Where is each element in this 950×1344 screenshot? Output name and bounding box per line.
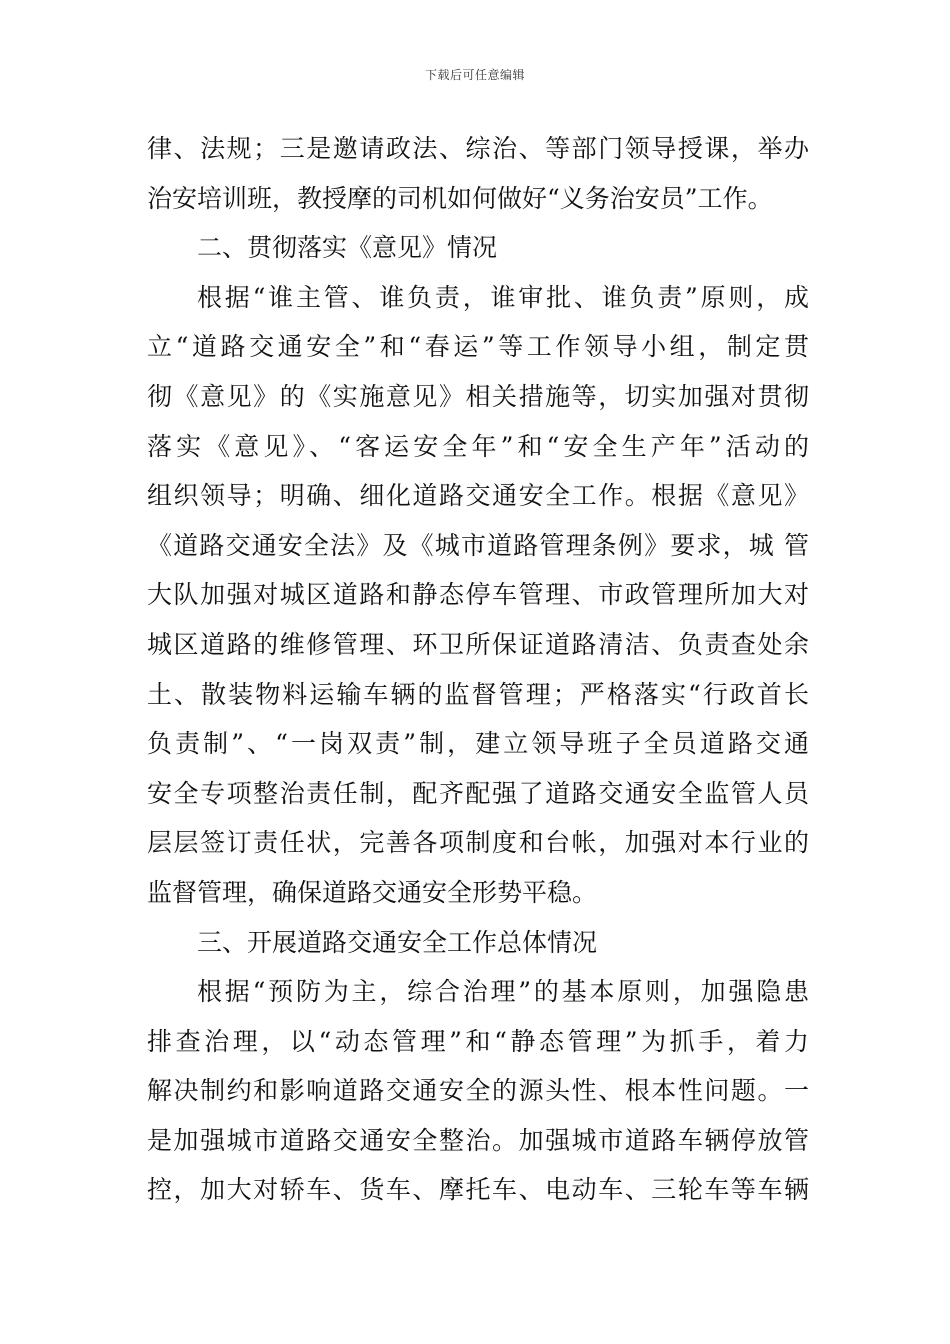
text-line: 根据“预防为主，综合治理”的基本原则，加强隐患 (197, 977, 809, 1007)
text-line: 彻《意见》的《实施意见》相关措施等，切实加强对贯彻 (147, 381, 809, 411)
text-line: 监督管理，确保道路交通安全形势平稳。 (147, 877, 598, 907)
text-line: 土、散装物料运输车辆的监督管理；严格落实“行政首长 (147, 679, 809, 709)
text-line: 组织领导；明确、细化道路交通安全工作。根据《意见》 (147, 481, 809, 511)
text-line: 治安培训班，教授摩的司机如何做好“义务治安员”工作。 (147, 183, 773, 213)
text-line: 《道路交通安全法》及《城市道路管理条例》要求，城 管 (147, 530, 809, 560)
text-line: 解决制约和影响道路交通安全的源头性、根本性问题。一 (147, 1076, 809, 1106)
header-note: 下载后可任意编辑 (424, 68, 525, 82)
text-line: 落实《意见》、“客运安全年”和“安全生产年”活动的 (147, 431, 809, 461)
text-line: 负责制”、“一岗双责”制，建立领导班子全员道路交通 (147, 729, 809, 759)
text-line: 大队加强对城区道路和静态停车管理、市政管理所加大对 (147, 580, 809, 610)
text-line: 安全专项整治责任制，配齐配强了道路交通安全监管人员 (147, 778, 809, 808)
body-text (147, 124, 809, 1215)
text-line: 排查治理，以“动态管理”和“静态管理”为抓手，着力 (147, 1026, 809, 1056)
text-line: 根据“谁主管、谁负责，谁审批、谁负责”原则，成 (197, 282, 809, 312)
text-line: 二、贯彻落实《意见》情况 (197, 233, 498, 263)
text-line: 立“道路交通安全”和“春运”等工作领导小组，制定贯 (147, 332, 809, 362)
text-line: 是加强城市道路交通安全整治。加强城市道路车辆停放管 (147, 1125, 809, 1155)
text-line: 层层签订责任状，完善各项制度和台帐，加强对本行业的 (147, 828, 809, 858)
text-line: 控，加大对轿车、货车、摩托车、电动车、三轮车等车辆 (147, 1175, 809, 1205)
text-line: 城区道路的维修管理、环卫所保证道路清洁、负责查处余 (147, 629, 809, 659)
text-line: 律、法规；三是邀请政法、综治、等部门领导授课，举办 (147, 134, 809, 163)
text-line: 三、开展道路交通安全工作总体情况 (197, 927, 598, 957)
